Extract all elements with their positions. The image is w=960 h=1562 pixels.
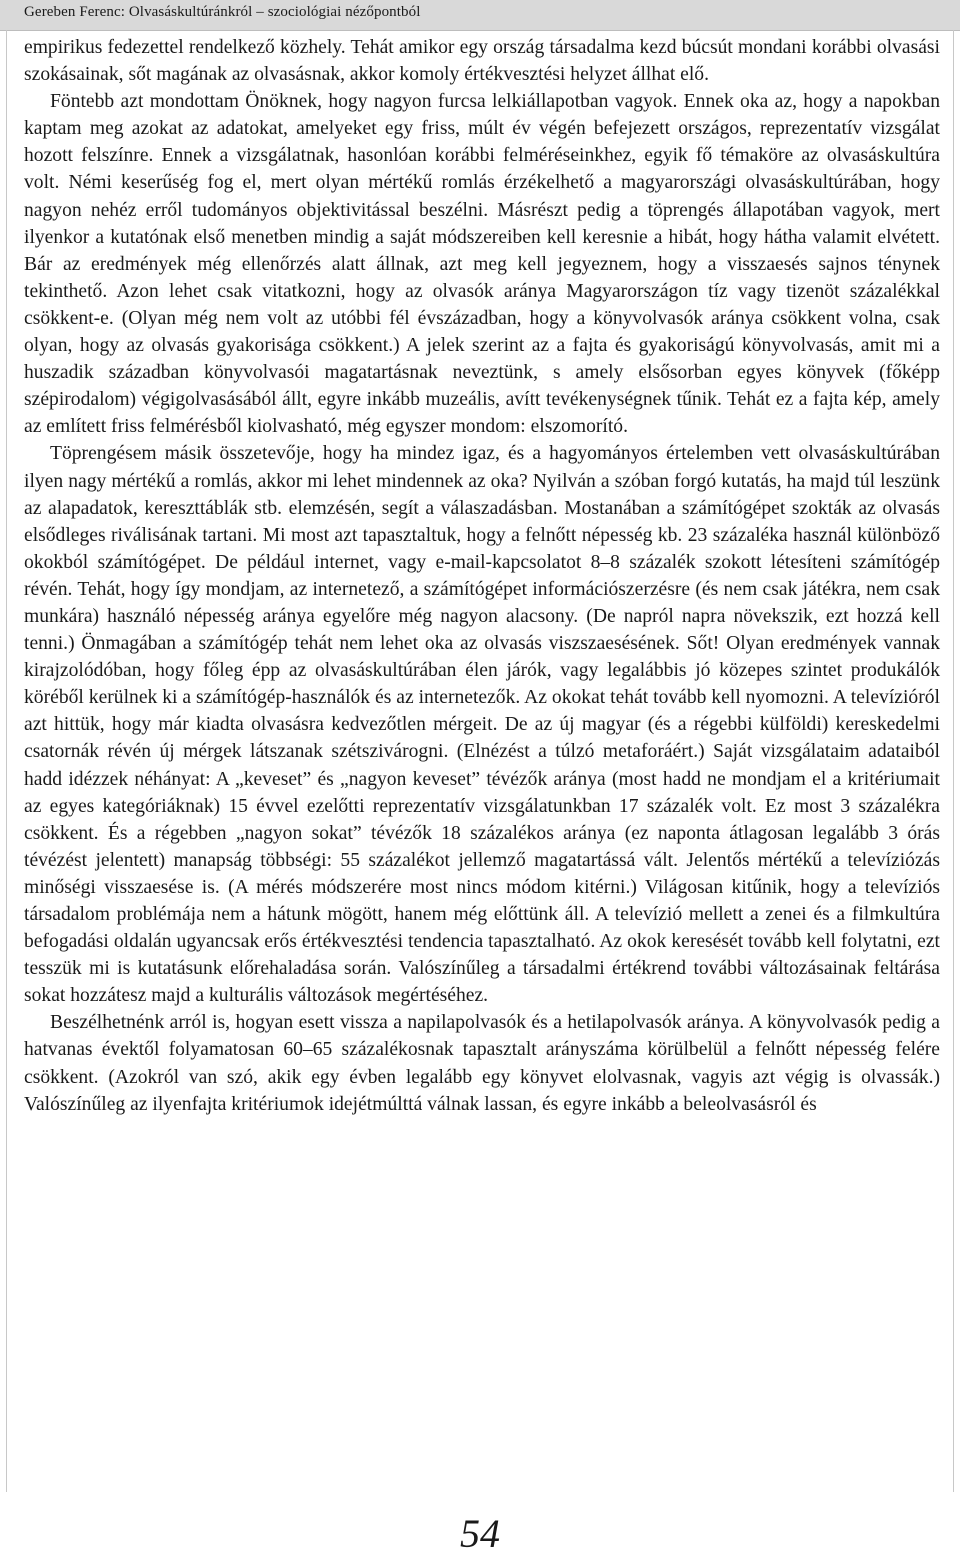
running-title: Gereben Ferenc: Olvasáskultúránkról – szociológiai nézőpontból [24,4,421,20]
running-header [0,0,960,30]
paragraph-2: Föntebb azt mondottam Önöknek, hogy nagyon furcsa lelkiállapotban vagyok. Ennek oka az, hogy a napokban kaptam meg azokat az adatokat, amelyeket egy friss, múlt év végén befejezett országos, reprezentatív vizsgálat hozott felszínre. Ennek a vizsgálatnak, hasonlóan korábbi felméréseinkhez, egyik fő témaköre az olvasáskultúra volt. Némi keserűség fog el, mert olyan mértékű romlás érzékelhető a magyarországi olvasáskultúrában, hogy nagyon nehéz erről tudományos objektivitással beszélni. Másrészt pedig a töprengés állapotában vagyok, mert ilyenkor a kutatónak első menetben mindig a saját módszereiben kell keresnie a hibát, hogy hátha valamit elvétett. Bár az eredmények még ellenőrzés alatt állnak, azt meg kell jegyeznem, hogy a visszaesés sajnos ténynek tekinthető. Azon lehet csak vitatkozni, hogy az olvasók aránya Magyarországon tíz vagy tizenöt százalékkal csökkent-e. (Olyan még nem volt az utóbbi fél évszázadban, hogy a könyvolvasók aránya csökkent volna, csak olyan, hogy az olvasás gyakorisága csökkent.) A jelek szerint az a fajta és gyakoriságú könyvolvasás, amit mi a huszadik században könyvolvasói magatartásnak neveztünk, s amely elsősorban egyes könyvek (főképp szépirodalom) végigolvasásából állt, egyre inkább muzeális, avítt tevékenységnek tűnik. Tehát ez a fajta kép, amely az említett friss felmérésből kiolvasható, még egyszer mondom: elszomorító. [24,91,940,438]
page-number: 54 [460,1511,500,1556]
right-margin-line [953,30,954,1492]
body-text [24,34,940,1118]
paragraph-1: empirikus fedezettel rendelkező közhely. Tehát amikor egy ország társadalma kezd búcsút mondani korábbi olvasási szokásainak, sőt magának az olvasásnak, akkor komoly értékvesztési helyzet állhat elő. [24,37,940,86]
paragraph-3: Töprengésem másik összetevője, hogy ha mindez igaz, és a hagyományos értelemben vett olvasáskultúrában ilyen nagy mértékű a romlás, akkor mi lehet mindennek az oka? Nyilván a szóban forgó kutatás, ha majd túl leszünk az alapadatok, kereszttáblák stb. elemzésén, segít a válaszadásban. Mostanában a számítógépet szokták az olvasás elsődleges riválisának tartani. Mi most azt tapasztaltuk, hogy a felnőtt népesség kb. 23 százaléka használ különböző okokból számítógépet. De például internet, vagy e-mail-kapcsolatot 8–8 százalék szokott létesíteni számítógép révén. Tehát, hogy így mondjam, az internetező, a számítógépet információszerzésre (és nem csak játékra, nem csak munkára) használó népesség aránya egyelőre még nagyon alacsony. (De napról napra növekszik, ezt hozzá kell tenni.) Önmagában a számítógép tehát nem lehet oka az olvasás viszszaesésének. Sőt! Olyan eredmények vannak kirajzolódóban, hogy főleg épp az olvasáskultúrában élen járók, vagy legalábbis jó közepes szintet produkálók köréből kerülnek ki a számítógép-használók és az internetezők. Az okokat tehát tovább kell nyomozni. A televízióról azt hittük, hogy már kiadta olvasásra kedvezőtlen mérgeit. De az új magyar (és a régebbi külföldi) kereskedelmi csatornák révén új mérgek látszanak szétszivárogni. (Elnézést a túlzó metaforáért.) Saját vizsgálataim adataiból hadd idézzek néhányat: A „keveset” és „nagyon keveset” tévézők aránya (most hadd ne mondjam el a kritériumait az egyes kategóriáknak) 15 évvel ezelőtti reprezentatív vizsgálatunkban 17 százalék volt. Ez most 3 százalékra csökkent. És a régebben „nagyon sokat” tévézők 18 százalékos aránya (ez naponta átlagosan legalább 3 órás tévézést jelentett) manapság többségi: 55 százalékot jellemző magatartássá vált. Jelentős mértékű a televíziózás minőségi visszaesése is. (A mérés módszerére most nincs módom kitérni.) Világosan kitűnik, hogy a televíziós társadalom problémája nem a hátunk mögött, hanem még előttünk áll. A televízió mellett a zenei és a filmkultúra befogadási oldalán ugyancsak erős értékvesztési tendencia tapasztalható. Az okok keresését tovább kell folytatni, ezt tesszük mi is kutatásunk előrehaladása során. Valószínűleg a társadalmi értékrend további változásainak feltárása sokat hozzátesz majd a kulturális változások megértéséhez. [24,443,940,1007]
paragraph-4: Beszélhetnénk arról is, hogyan esett vissza a napilapolvasók és a hetilapolvasók aránya. A könyvolvasók pedig a hatvanas évektől folyamatosan 60–65 százalékosnak tapasztalt arányszáma körülbelül a felnőtt népesség felére csökkent. (Azokról van szó, akik egy évben legalább egy könyvet elolvasnak, vagyis azt végig is olvassák.) Valószínűleg az ilyenfajta kritériumok idejétmúlttá válnak lassan, és egyre inkább a beleolvasásról és [24,1012,940,1115]
header-rule [0,30,960,31]
left-margin-line [6,30,7,1492]
